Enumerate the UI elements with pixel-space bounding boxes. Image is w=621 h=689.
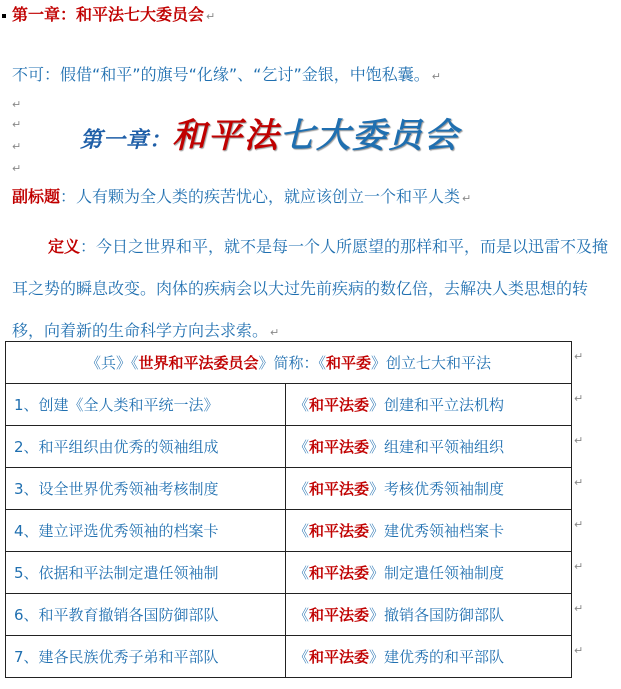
table-cell-left: 7、建各民族优秀子弟和平部队 <box>6 636 286 678</box>
table-cell-right <box>286 468 572 510</box>
row-end-mark: ↵ <box>574 518 584 531</box>
paragraph-mark-icon: ↵ <box>462 192 472 205</box>
row-end-mark: ↵ <box>574 560 584 573</box>
table-cell-right <box>286 594 572 636</box>
definition-label: 定义 <box>48 237 81 256</box>
subtitle-label: 副标题 <box>12 187 61 206</box>
empty-paragraph-mark: ↵ <box>12 118 22 131</box>
table-cell-right <box>286 552 572 594</box>
paragraph-mark-icon: ↵ <box>431 70 441 83</box>
cell-post: 》建优秀领袖档案卡 <box>369 522 505 540</box>
banner-committees: 七大委员会 <box>280 116 461 156</box>
row-end-mark: ↵ <box>574 602 584 615</box>
table-row <box>6 384 572 426</box>
paragraph-warning-text: 不可：假借“和平”的旗号“化缘”、“乞讨”金银，中饱私囊。 <box>12 65 430 84</box>
bullet-icon <box>2 14 6 18</box>
empty-paragraph-mark: ↵ <box>12 140 22 153</box>
cell-pre: 《 <box>294 564 310 582</box>
cell-bold: 和平法委 <box>309 606 370 624</box>
paragraph-mark-icon: ↵ <box>206 10 216 23</box>
cell-pre: 《 <box>294 522 310 540</box>
cell-bold: 和平法委 <box>309 648 370 666</box>
table-row <box>6 510 572 552</box>
header-post: 》简称：《 <box>258 354 326 372</box>
cell-bold: 和平法委 <box>309 480 370 498</box>
table-header-cell <box>6 342 572 384</box>
table-row <box>6 594 572 636</box>
subtitle-text: 人有颗为全人类的疾苦忧心，就应该创立一个和平人类 <box>76 187 461 206</box>
row-end-mark: ↵ <box>574 644 584 657</box>
committee-table <box>5 341 572 678</box>
cell-pre: 《 <box>294 606 310 624</box>
cell-post: 》创建和平立法机构 <box>369 396 505 414</box>
row-end-mark: ↵ <box>574 350 584 363</box>
table-cell-right <box>286 426 572 468</box>
cell-pre: 《 <box>294 438 310 456</box>
table-cell-right <box>286 636 572 678</box>
cell-pre: 《 <box>294 480 310 498</box>
table-row <box>6 636 572 678</box>
cell-post: 》撤销各国防御部队 <box>369 606 505 624</box>
chapter-heading <box>2 2 215 25</box>
cell-post: 》组建和平领袖组织 <box>369 438 505 456</box>
cell-pre: 《 <box>294 648 310 666</box>
paragraph-warning <box>12 62 441 85</box>
row-end-mark: ↵ <box>574 476 584 489</box>
row-end-mark: ↵ <box>574 434 584 447</box>
cell-bold: 和平法委 <box>309 396 370 414</box>
subtitle <box>12 184 471 207</box>
table-cell-right <box>286 510 572 552</box>
header-bold: 世界和平法委员会 <box>138 354 259 372</box>
table-cell-left: 5、依据和平法制定遣任领袖制 <box>6 552 286 594</box>
definition-text: 今日之世界和平，就不是每一个人所愿望的那样和平，而是以迅雷不及掩耳之势的瞬息改变。肉体的疾病会以大过先前疾病的数亿倍，去解决人类思想的转移，向着新的生命科学方向去求索。 <box>12 237 609 340</box>
definition-colon: ： <box>80 237 97 256</box>
header-post2: 》创立七大和平法 <box>371 354 492 372</box>
banner-peace-law: 和平法 <box>172 116 281 156</box>
banner-chapter: 第一章： <box>80 127 173 153</box>
header-pre: 《兵》《 <box>85 354 139 372</box>
table-cell-left: 1、创建《全人类和平统一法》 <box>6 384 286 426</box>
table-cell-left: 6、和平教育撤销各国防御部队 <box>6 594 286 636</box>
definition-paragraph <box>12 226 612 354</box>
empty-paragraph-mark: ↵ <box>12 98 22 111</box>
cell-pre: 《 <box>294 396 310 414</box>
table-cell-left: 4、建立评选优秀领袖的档案卡 <box>6 510 286 552</box>
row-end-mark: ↵ <box>574 392 584 405</box>
header-bold2: 和平委 <box>326 354 372 372</box>
table-row <box>6 426 572 468</box>
table-cell-left: 3、设全世界优秀领袖考核制度 <box>6 468 286 510</box>
cell-post: 》建优秀的和平部队 <box>369 648 505 666</box>
cell-bold: 和平法委 <box>309 522 370 540</box>
cell-post: 》制定遣任领袖制度 <box>369 564 505 582</box>
table-row <box>6 468 572 510</box>
cell-bold: 和平法委 <box>309 438 370 456</box>
table-cell-right <box>286 384 572 426</box>
chapter-heading-text: 第一章：和平法七大委员会 <box>12 5 205 24</box>
title-banner <box>80 108 460 157</box>
subtitle-colon: ： <box>60 187 77 206</box>
empty-paragraph-mark: ↵ <box>12 162 22 175</box>
table-header-row <box>6 342 572 384</box>
table-cell-left: 2、和平组织由优秀的领袖组成 <box>6 426 286 468</box>
cell-bold: 和平法委 <box>309 564 370 582</box>
table-row <box>6 552 572 594</box>
paragraph-mark-icon: ↵ <box>270 326 280 339</box>
cell-post: 》考核优秀领袖制度 <box>369 480 505 498</box>
